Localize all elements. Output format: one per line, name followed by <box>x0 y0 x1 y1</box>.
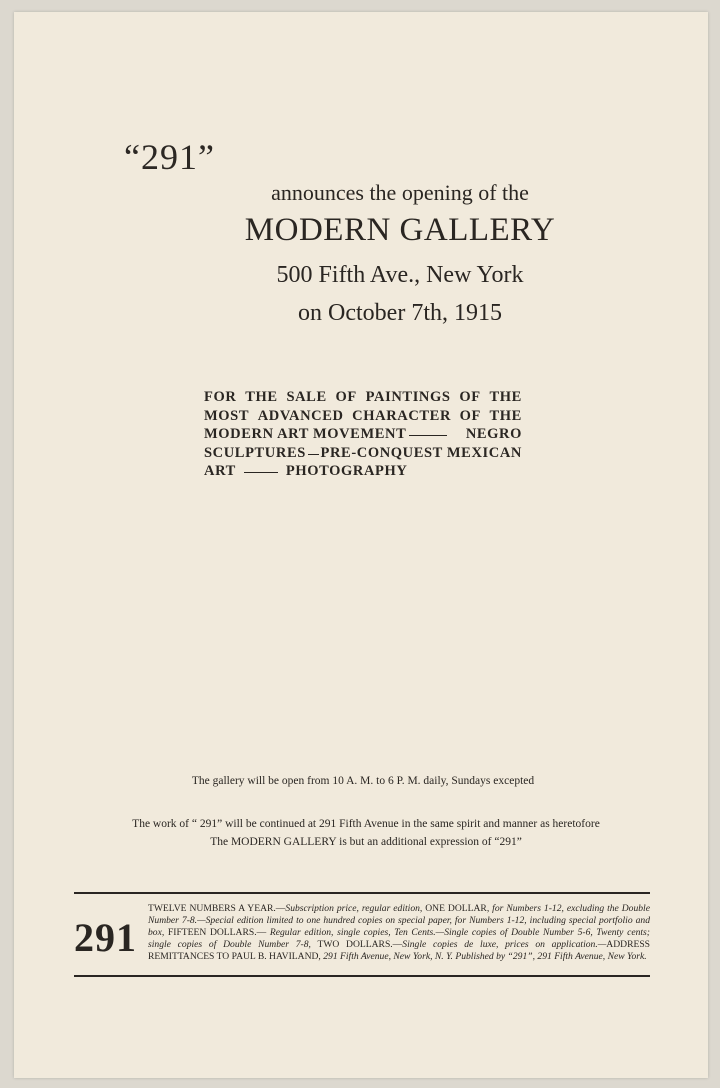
footer-bottom-rule <box>74 975 650 977</box>
subscription-terms <box>148 903 650 963</box>
terms-part: Single copies de luxe, prices on application.— <box>402 939 607 950</box>
gallery-name: MODERN GALLERY <box>244 212 556 248</box>
continuation-note <box>0 815 720 851</box>
sale-row-5 <box>204 462 522 481</box>
word: CHARACTER <box>352 407 452 424</box>
word: SALE <box>286 389 327 405</box>
opening-hours: The gallery will be open from 10 A. M. to 6 P. M. daily, Sundays excepted <box>191 775 535 787</box>
sale-row-2 <box>204 407 522 426</box>
dash-rule <box>409 425 447 436</box>
terms-part: ONE DOLLAR, <box>422 903 493 914</box>
terms-part: 291 Fifth Avenue, New York, N. Y. Published by “291”, 291 Fifth Avenue, New York. <box>320 951 647 962</box>
dash-rule <box>308 444 319 455</box>
dash-rule <box>244 462 278 473</box>
word: OF <box>335 389 357 405</box>
opening-date: on October 7th, 1915 <box>298 300 502 326</box>
word: FOR <box>204 389 237 405</box>
footer-top-rule <box>74 892 650 894</box>
footer-291-mark: 291 <box>74 915 137 960</box>
phrase: SCULPTURES <box>204 444 306 461</box>
phrase: MODERN ART MOVEMENT <box>204 426 407 442</box>
terms-part: for Numbers 1-12, excluding the Double Number 7-8.—Special edition limited to one hundred copies on special paper, for Numbers 1-12, including special portfolio and box, <box>148 903 650 938</box>
announcement-line-1: announces the opening of the <box>271 180 529 205</box>
word: MOST <box>204 407 250 424</box>
sale-row-1 <box>204 388 522 407</box>
word: THE <box>245 389 278 405</box>
continuation-line-1: The work of “ 291” will be continued at 291 Fifth Avenue in the same spirit and manner as heretofore <box>132 818 600 830</box>
sale-row-3 <box>204 425 522 444</box>
word: OF <box>459 389 481 405</box>
sale-row-4 <box>204 444 522 463</box>
phrase: NEGRO <box>465 426 522 442</box>
phrase: PHOTOGRAPHY <box>285 463 408 479</box>
terms-part: Subscription price, regular edition, <box>285 903 423 914</box>
word: ADVANCED <box>257 407 344 424</box>
terms-part: TWELVE NUMBERS A YEAR.— <box>148 903 286 914</box>
terms-part: TWO DOLLARS.— <box>310 939 403 950</box>
word: OF <box>459 407 481 424</box>
terms-part: Regular edition, single copies, Ten Cents.—Single copies of Double Number 5-6, Twenty cents; single copies of Double Number 7-8, <box>148 927 650 950</box>
header-mark: “291” <box>124 137 215 177</box>
phrase: ART <box>204 463 236 479</box>
word: PAINTINGS <box>365 389 451 405</box>
phrase: PRE-CONQUEST MEXICAN <box>320 444 522 461</box>
word: THE <box>489 389 522 405</box>
terms-part: FIFTEEN DOLLARS.— <box>164 927 270 938</box>
gallery-address: 500 Fifth Ave., New York <box>276 262 524 288</box>
sale-description <box>204 388 522 481</box>
continuation-line-2: The MODERN GALLERY is but an additional expression of “291” <box>210 836 522 848</box>
terms-part: ADDRESS REMITTANCES TO PAUL B. HAVILAND, <box>148 939 650 962</box>
word: THE <box>489 407 522 424</box>
